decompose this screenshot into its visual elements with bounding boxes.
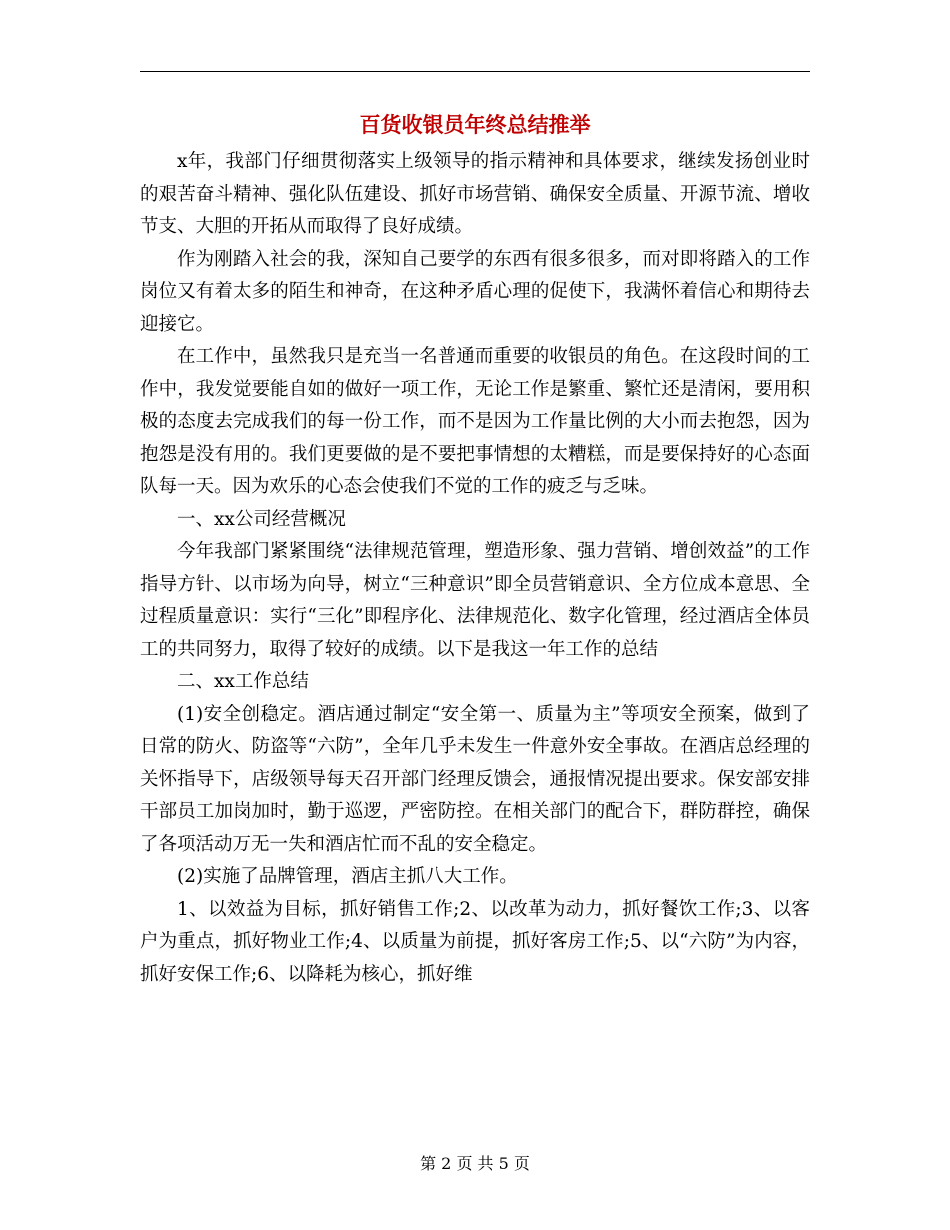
paragraph: (2)实施了品牌管理，酒店主抓八大工作。 — [177, 866, 518, 887]
header-rule — [140, 71, 810, 72]
paragraph: 在工作中，虽然我只是充当一名普通而重要的收银员的角色。在这段时间的工作中，我发觉要能自如的做好一项工作，无论工作是繁重、繁忙还是清闲，要用积极的态度去完成我们的每一份工作，而不是因为工作量比例的大小而去抱怨，因为抱怨是没有用的。我们更要做的是不要把事情想的太糟糕，而是要保持好的心态面队每一天。因为欢乐的心态会使我们不觉的工作的疲乏与乏味。 — [140, 346, 810, 497]
section-heading: 一、xx公司经营概况 — [177, 508, 346, 530]
document-body — [140, 146, 810, 991]
paragraph: 作为刚踏入社会的我，深知自己要学的东西有很多很多，而对即将踏入的工作岗位又有着太多的陌生和神奇，在这种矛盾心理的促使下，我满怀着信心和期待去迎接它。 — [140, 248, 810, 335]
page-footer: 第 2 页 共 5 页 — [420, 1154, 530, 1173]
paragraph: x年，我部门仔细贯彻落实上级领导的指示精神和具体要求，继续发扬创业时的艰苦奋斗精神、强化队伍建设、抓好市场营销、确保安全质量、开源节流、增收节支、大胆的开拓从而取得了良好成绩。 — [140, 151, 810, 237]
paragraph: (1)安全创稳定。酒店通过制定“安全第一、质量为主”等项安全预案，做到了日常的防火、防盗等“六防”，全年几乎未发生一件意外安全事故。在酒店总经理的关怀指导下，店级领导每天召开部门经理反馈会，通报情况提出要求。保安部安排干部员工加岗加时，勤于巡逻，严密防控。在相关部门的配合下，群防群控，确保了各项活动万无一失和酒店忙而不乱的安全稳定。 — [140, 703, 810, 855]
section-heading: 二、xx工作总结 — [177, 671, 309, 692]
paragraph: 今年我部门紧紧围绕“法律规范管理，塑造形象、强力营销、增创效益”的工作指导方针、以市场为向导，树立“三种意识”即全员营销意识、全方位成本意思、全过程质量意识：实行“三化”即程序化、法律规范化、数字化管理，经过酒店全体员工的共同努力，取得了较好的成绩。以下是我这一年工作的总结 — [140, 541, 810, 660]
paragraph: 1、以效益为目标，抓好销售工作;2、以改革为动力，抓好餐饮工作;3、以客户为重点，抓好物业工作;4、以质量为前提，抓好客房工作;5、以“六防”为内容，抓好安保工作;6、以降耗为核心，抓好维 — [140, 898, 810, 985]
document-title: 百货收银员年终总结推举 — [359, 112, 591, 137]
